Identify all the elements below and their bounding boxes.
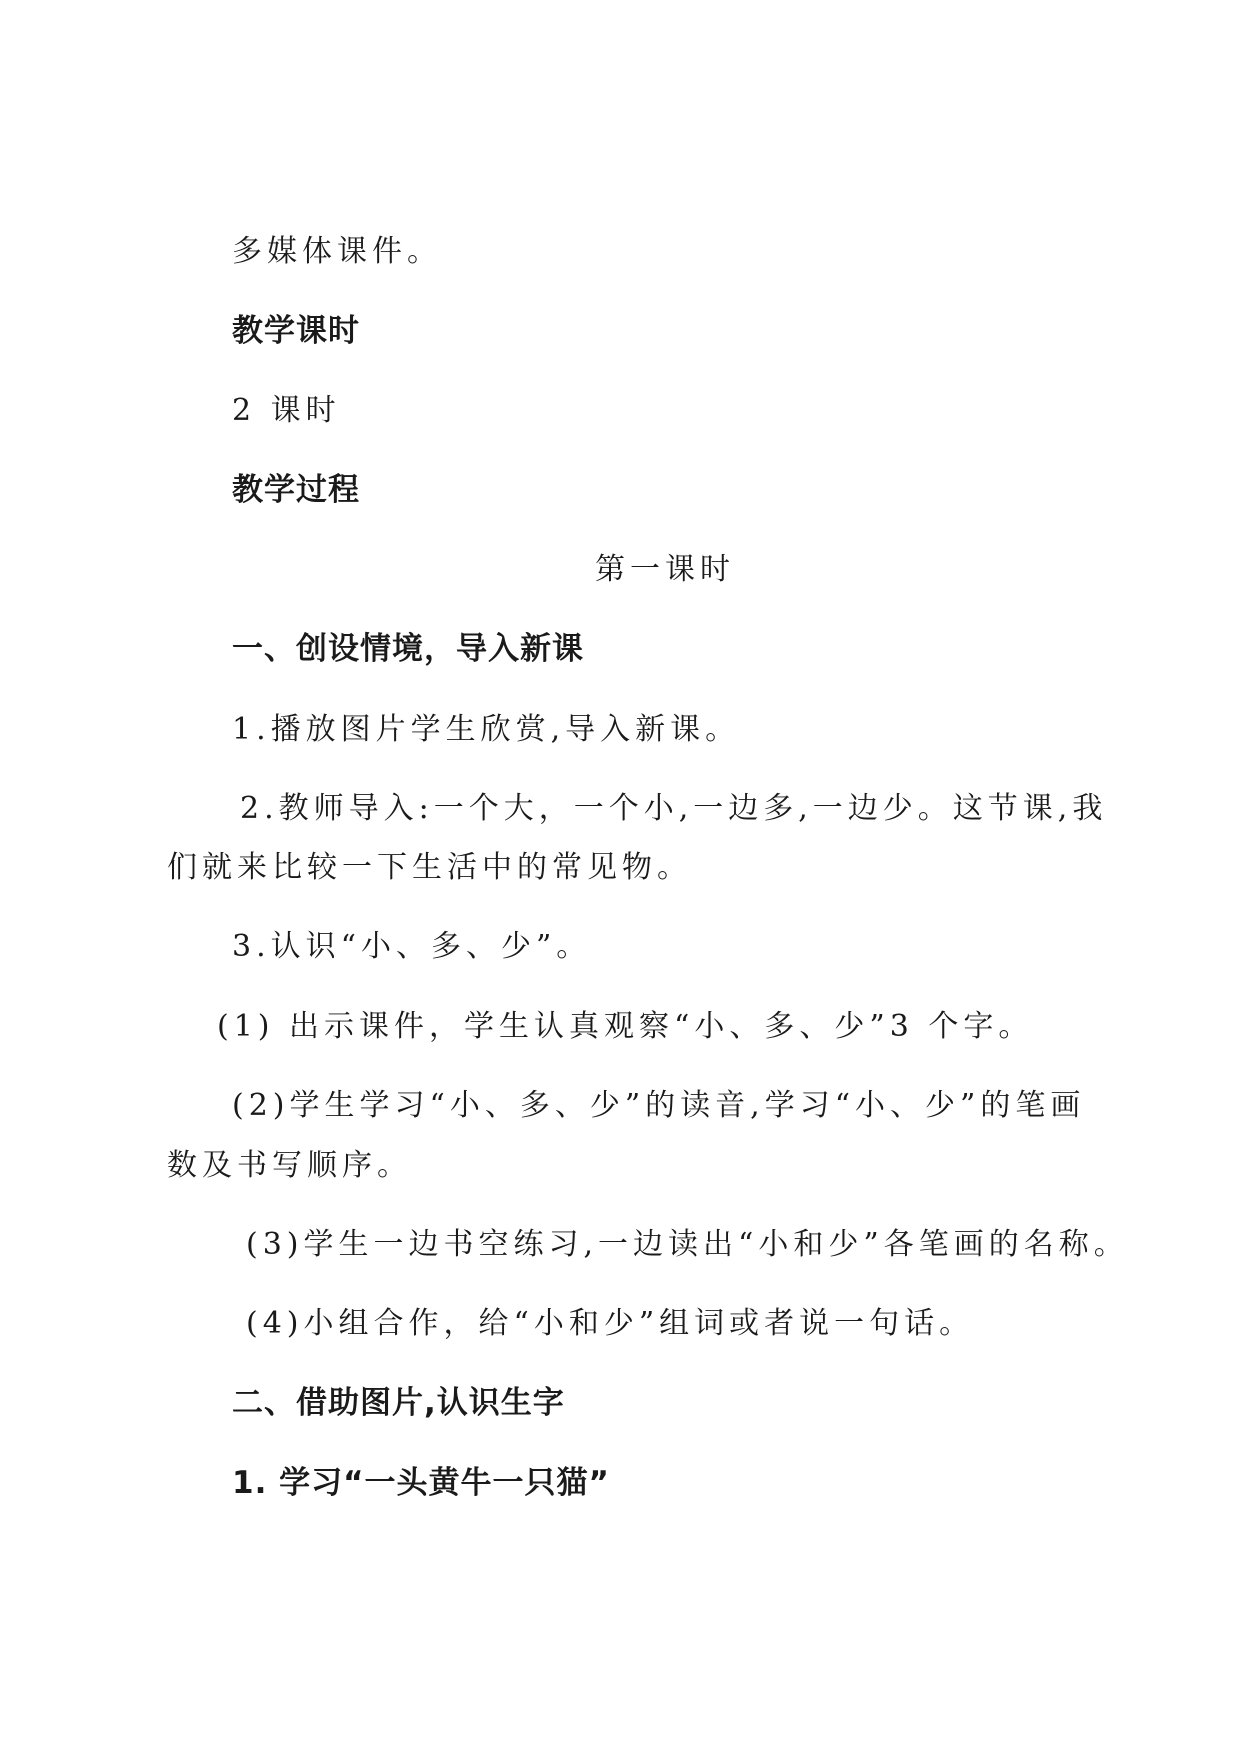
paragraph-3: 3.认识“小、多、少”。 bbox=[232, 929, 592, 964]
lesson-title: 第一课时 bbox=[595, 552, 735, 587]
paragraph-3-item-2-line-2: 数及书写顺序。 bbox=[167, 1148, 412, 1183]
heading-teaching-hours: 教学课时 bbox=[232, 313, 360, 349]
paragraph-3-item-2-line-1: (2)学生学习“小、多、少”的读音,学习“小、少”的笔画 bbox=[232, 1088, 1086, 1123]
paragraph-1: 1.播放图片学生欣赏,导入新课。 bbox=[232, 712, 741, 747]
materials-text: 多媒体课件。 bbox=[232, 234, 442, 269]
paragraph-3-item-1: (1) 出示课件，学生认真观察“小、多、少”3 个字。 bbox=[217, 1009, 1034, 1044]
section-heading-2: 二、借助图片,认识生字 bbox=[232, 1385, 565, 1421]
paragraph-3-item-4: (4)小组合作，给“小和少”组词或者说一句话。 bbox=[246, 1306, 975, 1341]
teaching-hours-value: 2 课时 bbox=[232, 393, 341, 428]
subheading-1: 1. 学习“一头黄牛一只猫” bbox=[232, 1465, 610, 1501]
section-heading-1: 一、创设情境，导入新课 bbox=[232, 631, 584, 667]
heading-teaching-process: 教学过程 bbox=[232, 472, 360, 508]
paragraph-2-line-1: 2.教师导入:一个大，一个小,一边多,一边少。这节课,我 bbox=[240, 791, 1108, 826]
paragraph-3-item-3: (3)学生一边书空练习,一边读出“小和少”各笔画的名称。 bbox=[246, 1227, 1129, 1262]
paragraph-2-line-2: 们就来比较一下生活中的常见物。 bbox=[167, 850, 692, 885]
